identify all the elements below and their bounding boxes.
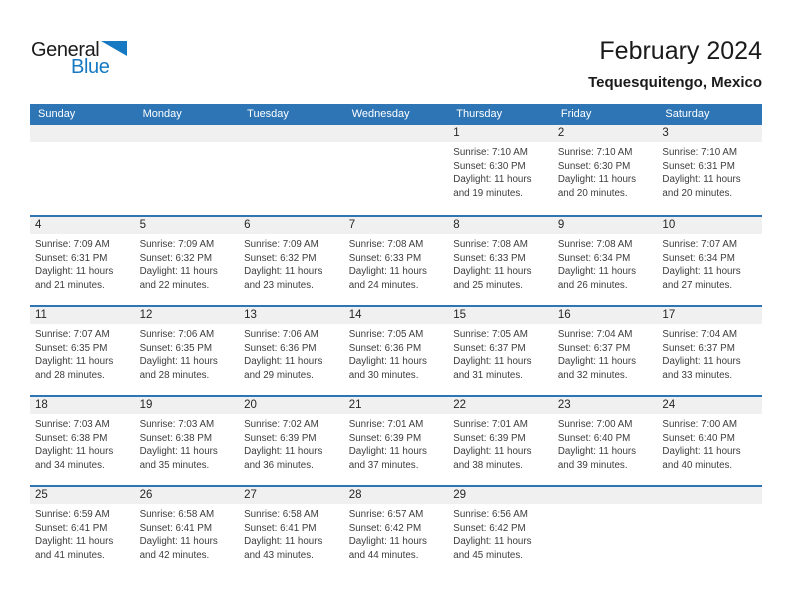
- day-cell-20: [239, 397, 344, 485]
- daylight-text-line2: and 35 minutes.: [139, 459, 210, 471]
- day-cell-26: [135, 487, 240, 575]
- day-number-strip: 28: [344, 487, 449, 504]
- sunset-text: Sunset: 6:34 PM: [662, 252, 735, 264]
- daylight-text-line1: Daylight: 11 hours: [453, 174, 532, 185]
- daylight-text-line1: Daylight: 11 hours: [244, 536, 323, 547]
- day-info: [657, 414, 762, 472]
- daylight-text-line2: and 22 minutes.: [139, 279, 210, 291]
- daylight-text-line1: Daylight: 11 hours: [557, 266, 637, 277]
- day-number-strip: 27: [239, 487, 344, 504]
- sunrise-text: Sunrise: 7:07 AM: [35, 329, 110, 340]
- sunset-text: Sunset: 6:35 PM: [35, 342, 108, 354]
- day-info: [448, 504, 553, 562]
- daylight-text-line2: and 34 minutes.: [35, 459, 105, 471]
- day-info: [135, 414, 240, 472]
- day-cell-empty: [239, 125, 344, 215]
- daylight-text-line2: and 33 minutes.: [662, 369, 733, 381]
- daylight-text-line1: Daylight: 11 hours: [453, 446, 532, 457]
- weekday-header-sunday: Sunday: [38, 108, 76, 120]
- day-cell-10: [657, 217, 762, 305]
- day-cell-empty: [553, 487, 658, 575]
- day-number-strip: 3: [657, 125, 762, 142]
- daylight-text-line2: and 30 minutes.: [348, 369, 419, 381]
- day-cell-empty: [135, 125, 240, 215]
- logo-general-label: General: [31, 39, 100, 61]
- day-number-strip: [553, 487, 658, 504]
- sunrise-text: Sunrise: 7:02 AM: [244, 419, 319, 430]
- sunrise-text: Sunrise: 7:01 AM: [348, 419, 424, 430]
- day-number-strip: 19: [135, 397, 240, 414]
- sunset-text: Sunset: 6:37 PM: [557, 342, 631, 354]
- day-info: [344, 234, 449, 292]
- weekday-header-row: [30, 104, 762, 125]
- sunrise-text: Sunrise: 7:05 AM: [348, 329, 424, 340]
- day-number-strip: 5: [135, 217, 240, 234]
- daylight-text-line2: and 42 minutes.: [139, 549, 210, 561]
- day-cell-6: [239, 217, 344, 305]
- daylight-text-line2: and 25 minutes.: [453, 279, 523, 291]
- day-number-strip: 10: [657, 217, 762, 234]
- sunset-text: Sunset: 6:39 PM: [244, 432, 317, 444]
- sunrise-text: Sunrise: 7:07 AM: [662, 239, 738, 250]
- daylight-text-line1: Daylight: 11 hours: [35, 536, 114, 547]
- daylight-text-line1: Daylight: 11 hours: [244, 446, 323, 457]
- week-row-3: [30, 305, 762, 395]
- sunset-text: Sunset: 6:40 PM: [557, 432, 631, 444]
- sunset-text: Sunset: 6:34 PM: [557, 252, 631, 264]
- daylight-text-line1: Daylight: 11 hours: [244, 266, 323, 277]
- sunrise-text: Sunrise: 6:58 AM: [244, 509, 319, 520]
- day-cell-5: [135, 217, 240, 305]
- daylight-text-line1: Daylight: 11 hours: [662, 266, 741, 277]
- sunset-text: Sunset: 6:36 PM: [244, 342, 317, 354]
- day-number-strip: 26: [135, 487, 240, 504]
- day-info: [239, 414, 344, 472]
- day-number-strip: [135, 125, 240, 142]
- daylight-text-line1: Daylight: 11 hours: [557, 174, 637, 185]
- daylight-text-line2: and 28 minutes.: [139, 369, 210, 381]
- daylight-text-line1: Daylight: 11 hours: [139, 446, 218, 457]
- daylight-text-line2: and 23 minutes.: [244, 279, 314, 291]
- day-number-strip: 7: [344, 217, 449, 234]
- sunset-text: Sunset: 6:39 PM: [348, 432, 422, 444]
- day-cell-27: [239, 487, 344, 575]
- day-info: [239, 234, 344, 292]
- sunrise-text: Sunrise: 7:04 AM: [662, 329, 738, 340]
- daylight-text-line2: and 41 minutes.: [35, 549, 105, 561]
- sunset-text: Sunset: 6:39 PM: [453, 432, 526, 444]
- daylight-text-line2: and 31 minutes.: [453, 369, 523, 381]
- sunset-text: Sunset: 6:33 PM: [453, 252, 526, 264]
- week-row-2: [30, 215, 762, 305]
- day-cell-empty: [657, 487, 762, 575]
- sunrise-text: Sunrise: 7:09 AM: [244, 239, 319, 250]
- sunrise-text: Sunrise: 7:03 AM: [139, 419, 215, 430]
- weekday-header-friday: Friday: [560, 108, 592, 120]
- day-info: [448, 142, 553, 200]
- day-cell-1: [448, 125, 553, 215]
- daylight-text-line1: Daylight: 11 hours: [35, 446, 114, 457]
- sunset-text: Sunset: 6:41 PM: [139, 522, 212, 534]
- day-number-strip: [657, 487, 762, 504]
- sunset-text: Sunset: 6:33 PM: [348, 252, 422, 264]
- day-cell-28: [344, 487, 449, 575]
- daylight-text-line1: Daylight: 11 hours: [35, 266, 114, 277]
- sunrise-text: Sunrise: 7:09 AM: [139, 239, 215, 250]
- daylight-text-line1: Daylight: 11 hours: [662, 446, 741, 457]
- daylight-text-line2: and 38 minutes.: [453, 459, 523, 471]
- day-info: [553, 234, 658, 292]
- sunrise-text: Sunrise: 7:00 AM: [662, 419, 738, 430]
- sunrise-text: Sunrise: 7:10 AM: [453, 147, 528, 158]
- day-number-strip: [344, 125, 449, 142]
- day-cell-empty: [30, 125, 135, 215]
- day-number-strip: 2: [553, 125, 658, 142]
- day-number-strip: 25: [30, 487, 135, 504]
- day-cell-23: [553, 397, 658, 485]
- daylight-text-line2: and 27 minutes.: [662, 279, 733, 291]
- day-info: [30, 414, 135, 472]
- sunrise-text: Sunrise: 6:59 AM: [35, 509, 110, 520]
- day-number-strip: 11: [30, 307, 135, 324]
- day-number-strip: [30, 125, 135, 142]
- day-number-strip: 6: [239, 217, 344, 234]
- sunrise-text: Sunrise: 7:06 AM: [139, 329, 215, 340]
- sunrise-text: Sunrise: 7:00 AM: [557, 419, 633, 430]
- day-cell-24: [657, 397, 762, 485]
- sunset-text: Sunset: 6:38 PM: [139, 432, 212, 444]
- week-row-1: [30, 125, 762, 215]
- day-info: [135, 324, 240, 382]
- daylight-text-line1: Daylight: 11 hours: [557, 446, 637, 457]
- day-cell-7: [344, 217, 449, 305]
- day-number-strip: 24: [657, 397, 762, 414]
- location-subtitle: Tequesquitengo, Mexico: [588, 73, 762, 91]
- daylight-text-line1: Daylight: 11 hours: [662, 356, 741, 367]
- day-info: [448, 234, 553, 292]
- day-cell-21: [344, 397, 449, 485]
- sunrise-text: Sunrise: 7:08 AM: [453, 239, 528, 250]
- day-info: [239, 324, 344, 382]
- daylight-text-line1: Daylight: 11 hours: [139, 356, 218, 367]
- logo-blue-label: Blue: [71, 56, 110, 78]
- sunset-text: Sunset: 6:35 PM: [139, 342, 212, 354]
- day-number-strip: 9: [553, 217, 658, 234]
- day-cell-17: [657, 307, 762, 395]
- day-cell-22: [448, 397, 553, 485]
- day-info: [448, 324, 553, 382]
- daylight-text-line2: and 36 minutes.: [244, 459, 314, 471]
- calendar-grid: [30, 104, 762, 575]
- daylight-text-line2: and 24 minutes.: [348, 279, 419, 291]
- day-number-strip: 13: [239, 307, 344, 324]
- sunrise-text: Sunrise: 7:08 AM: [557, 239, 633, 250]
- weekday-header-wednesday: Wednesday: [351, 108, 410, 120]
- day-number-strip: 17: [657, 307, 762, 324]
- day-number-strip: 12: [135, 307, 240, 324]
- daylight-text-line2: and 43 minutes.: [244, 549, 314, 561]
- day-cell-29: [448, 487, 553, 575]
- day-info: [344, 504, 449, 562]
- daylight-text-line2: and 26 minutes.: [557, 279, 628, 291]
- day-info: [553, 324, 658, 382]
- day-cell-2: [553, 125, 658, 215]
- day-number-strip: 4: [30, 217, 135, 234]
- day-info: [30, 234, 135, 292]
- sunset-text: Sunset: 6:30 PM: [557, 160, 631, 172]
- sunset-text: Sunset: 6:32 PM: [244, 252, 317, 264]
- daylight-text-line2: and 44 minutes.: [348, 549, 419, 561]
- weekday-header-tuesday: Tuesday: [247, 108, 289, 120]
- day-number-strip: [239, 125, 344, 142]
- sunset-text: Sunset: 6:41 PM: [35, 522, 108, 534]
- day-info: [553, 414, 658, 472]
- day-info: [657, 234, 762, 292]
- page-title: February 2024: [599, 37, 762, 65]
- day-cell-19: [135, 397, 240, 485]
- day-cell-3: [657, 125, 762, 215]
- daylight-text-line2: and 40 minutes.: [662, 459, 733, 471]
- week-row-5: [30, 485, 762, 575]
- daylight-text-line1: Daylight: 11 hours: [453, 266, 532, 277]
- sunset-text: Sunset: 6:41 PM: [244, 522, 317, 534]
- sunrise-text: Sunrise: 6:58 AM: [139, 509, 215, 520]
- day-info: [448, 414, 553, 472]
- sunset-text: Sunset: 6:42 PM: [348, 522, 422, 534]
- day-cell-15: [448, 307, 553, 395]
- daylight-text-line2: and 29 minutes.: [244, 369, 314, 381]
- weeks-container: [30, 125, 762, 575]
- sunset-text: Sunset: 6:31 PM: [35, 252, 108, 264]
- daylight-text-line2: and 19 minutes.: [453, 187, 523, 199]
- day-number-strip: 18: [30, 397, 135, 414]
- daylight-text-line1: Daylight: 11 hours: [139, 266, 218, 277]
- daylight-text-line1: Daylight: 11 hours: [453, 536, 532, 547]
- sunrise-text: Sunrise: 7:10 AM: [557, 147, 633, 158]
- day-cell-25: [30, 487, 135, 575]
- daylight-text-line2: and 39 minutes.: [557, 459, 628, 471]
- day-info: [30, 504, 135, 562]
- day-cell-11: [30, 307, 135, 395]
- day-number-strip: 21: [344, 397, 449, 414]
- day-info: [239, 504, 344, 562]
- weekday-header-saturday: Saturday: [665, 108, 710, 120]
- general-blue-logo: [31, 40, 127, 77]
- day-cell-empty: [344, 125, 449, 215]
- day-info: [657, 324, 762, 382]
- day-cell-4: [30, 217, 135, 305]
- daylight-text-line1: Daylight: 11 hours: [348, 446, 427, 457]
- daylight-text-line1: Daylight: 11 hours: [557, 356, 637, 367]
- daylight-text-line2: and 45 minutes.: [453, 549, 523, 561]
- weekday-header-monday: Monday: [142, 108, 182, 120]
- day-info: [553, 142, 658, 200]
- daylight-text-line1: Daylight: 11 hours: [35, 356, 114, 367]
- weekday-header-thursday: Thursday: [456, 108, 503, 120]
- daylight-text-line1: Daylight: 11 hours: [244, 356, 323, 367]
- daylight-text-line1: Daylight: 11 hours: [662, 174, 741, 185]
- logo-triangle-icon: [101, 41, 127, 56]
- sunset-text: Sunset: 6:32 PM: [139, 252, 212, 264]
- sunset-text: Sunset: 6:36 PM: [348, 342, 422, 354]
- day-cell-12: [135, 307, 240, 395]
- day-number-strip: 1: [448, 125, 553, 142]
- day-info: [344, 324, 449, 382]
- sunset-text: Sunset: 6:31 PM: [662, 160, 735, 172]
- day-number-strip: 14: [344, 307, 449, 324]
- sunset-text: Sunset: 6:37 PM: [453, 342, 526, 354]
- day-cell-14: [344, 307, 449, 395]
- day-number-strip: 20: [239, 397, 344, 414]
- sunset-text: Sunset: 6:40 PM: [662, 432, 735, 444]
- day-number-strip: 23: [553, 397, 658, 414]
- sunset-text: Sunset: 6:38 PM: [35, 432, 108, 444]
- day-cell-18: [30, 397, 135, 485]
- header-titles: [588, 38, 762, 91]
- daylight-text-line1: Daylight: 11 hours: [453, 356, 532, 367]
- day-info: [135, 504, 240, 562]
- sunrise-text: Sunrise: 7:08 AM: [348, 239, 424, 250]
- day-info: [657, 142, 762, 200]
- daylight-text-line2: and 28 minutes.: [35, 369, 105, 381]
- day-info: [135, 234, 240, 292]
- sunrise-text: Sunrise: 7:06 AM: [244, 329, 319, 340]
- sunset-text: Sunset: 6:30 PM: [453, 160, 526, 172]
- daylight-text-line2: and 37 minutes.: [348, 459, 419, 471]
- day-cell-8: [448, 217, 553, 305]
- sunrise-text: Sunrise: 6:56 AM: [453, 509, 528, 520]
- day-number-strip: 29: [448, 487, 553, 504]
- week-row-4: [30, 395, 762, 485]
- day-cell-9: [553, 217, 658, 305]
- daylight-text-line1: Daylight: 11 hours: [139, 536, 218, 547]
- day-info: [30, 324, 135, 382]
- daylight-text-line1: Daylight: 11 hours: [348, 356, 427, 367]
- daylight-text-line1: Daylight: 11 hours: [348, 266, 427, 277]
- sunrise-text: Sunrise: 7:10 AM: [662, 147, 738, 158]
- day-cell-13: [239, 307, 344, 395]
- day-number-strip: 8: [448, 217, 553, 234]
- sunset-text: Sunset: 6:37 PM: [662, 342, 735, 354]
- day-number-strip: 22: [448, 397, 553, 414]
- sunrise-text: Sunrise: 7:03 AM: [35, 419, 110, 430]
- sunrise-text: Sunrise: 6:57 AM: [348, 509, 424, 520]
- sunrise-text: Sunrise: 7:05 AM: [453, 329, 528, 340]
- sunrise-text: Sunrise: 7:04 AM: [557, 329, 633, 340]
- daylight-text-line2: and 32 minutes.: [557, 369, 628, 381]
- day-cell-16: [553, 307, 658, 395]
- sunrise-text: Sunrise: 7:01 AM: [453, 419, 528, 430]
- daylight-text-line1: Daylight: 11 hours: [348, 536, 427, 547]
- sunrise-text: Sunrise: 7:09 AM: [35, 239, 110, 250]
- daylight-text-line2: and 21 minutes.: [35, 279, 105, 291]
- daylight-text-line2: and 20 minutes.: [557, 187, 628, 199]
- day-info: [344, 414, 449, 472]
- day-number-strip: 15: [448, 307, 553, 324]
- daylight-text-line2: and 20 minutes.: [662, 187, 733, 199]
- day-number-strip: 16: [553, 307, 658, 324]
- sunset-text: Sunset: 6:42 PM: [453, 522, 526, 534]
